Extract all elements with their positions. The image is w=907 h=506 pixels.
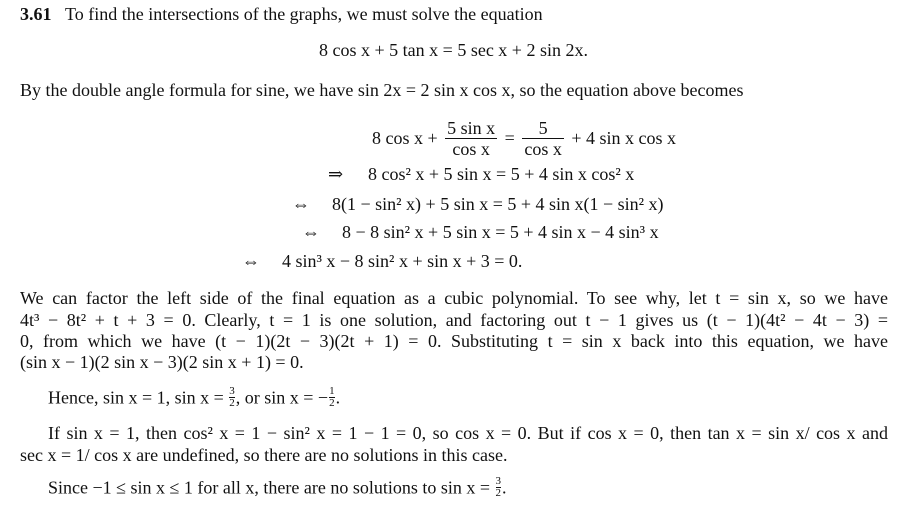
row1-frac2-numerator: 5 — [538, 118, 548, 138]
paragraph-hence — [48, 386, 340, 409]
row4-text: 8 − 8 sin² x + 5 sin x = 5 + 4 sin x − 4 sin³ x — [342, 222, 659, 242]
fraction-one-half — [329, 386, 335, 409]
row3-text: 8(1 − sin² x) + 5 sin x = 5 + 4 sin x(1 − sin² x) — [332, 194, 664, 214]
frac-c-den: 2 — [495, 487, 502, 500]
row5-text: 4 sin³ x − 8 sin² x + sin x + 3 = 0. — [282, 251, 523, 271]
frac-a-den: 2 — [229, 397, 235, 410]
paragraph-case-one-line-2: sec x = 1/ cos x are undefined, so there are no solutions in this case. — [20, 445, 508, 465]
frac-c-num: 3 — [495, 475, 502, 488]
row1-rhs-suffix: + 4 sin x cos x — [571, 128, 676, 148]
hence-part-2: , or sin x = − — [235, 387, 329, 408]
iff-arrow-icon: ⇔ — [292, 194, 310, 214]
row1-fraction-sin-over-cos — [445, 118, 497, 159]
main-equation — [0, 40, 907, 61]
row1-frac2-denominator: cos x — [524, 139, 562, 159]
problem-header — [20, 4, 543, 25]
paragraph-case-one-line-1: If sin x = 1, then cos² x = 1 − sin² x = 1 − 1 = 0, so cos x = 0. But if cos x = 0, then tan x = sin x/ cos x and — [48, 423, 888, 443]
frac-b-num: 1 — [329, 385, 335, 398]
paragraph-factor-line-2: 4t³ − 8t² + t + 3 = 0. Clearly, t = 1 is one solution, and factoring out t − 1 gives us (t − 1)(4t² − 4t − 3) = — [20, 310, 888, 330]
row1-equals: = — [504, 128, 515, 148]
problem-number: 3.61 — [20, 4, 52, 24]
paragraph-factor-line-3: 0, from which we have (t − 1)(2t − 3)(2t + 1) = 0. Substituting t = sin x back into this equation, we have — [20, 331, 888, 351]
derivation-row-1 — [372, 118, 676, 159]
paragraph-double-angle — [20, 80, 743, 101]
row1-frac1-numerator: 5 sin x — [447, 118, 496, 138]
paragraph-factor-line-4: (sin x − 1)(2 sin x − 3)(2 sin x + 1) = 0. — [20, 352, 304, 372]
derivation-row-4 — [302, 222, 659, 243]
hence-part-3: . — [335, 387, 341, 408]
iff-arrow-icon: ⇔ — [302, 222, 320, 242]
paragraph-since — [48, 476, 507, 499]
row2-text: 8 cos² x + 5 sin x = 5 + 4 sin x cos² x — [368, 164, 635, 184]
since-end: . — [502, 477, 507, 498]
paragraph-double-angle-text: By the double angle formula for sine, we have sin 2x = 2 sin x cos x, so the equation above becomes — [20, 80, 744, 100]
fraction-three-halves-final — [496, 476, 502, 499]
main-equation-text: 8 cos x + 5 tan x = 5 sec x + 2 sin 2x. — [319, 40, 588, 60]
derivation-row-2 — [328, 164, 634, 185]
row1-lhs-prefix: 8 cos x + — [372, 128, 438, 148]
frac-b-den: 2 — [329, 397, 335, 410]
row1-fraction-5-over-cos — [522, 118, 564, 159]
paragraph-factor-line-1: We can factor the left side of the final equation as a cubic polynomial. To see why, let t = sin x, so we have — [20, 288, 888, 308]
derivation-row-5 — [242, 251, 522, 272]
hence-part-1: Hence, sin x = 1, sin x = — [48, 387, 224, 408]
fraction-three-halves — [229, 386, 235, 409]
implies-arrow-icon: ⇒ — [328, 164, 344, 184]
problem-intro: To find the intersections of the graphs, we must solve the equation — [65, 4, 543, 24]
row1-frac1-denominator: cos x — [445, 138, 497, 159]
frac-a-num: 3 — [229, 385, 235, 398]
since-text: Since −1 ≤ sin x ≤ 1 for all x, there are no solutions to sin x = — [48, 477, 491, 498]
iff-arrow-icon: ⇔ — [242, 251, 260, 271]
derivation-row-3 — [292, 194, 664, 215]
